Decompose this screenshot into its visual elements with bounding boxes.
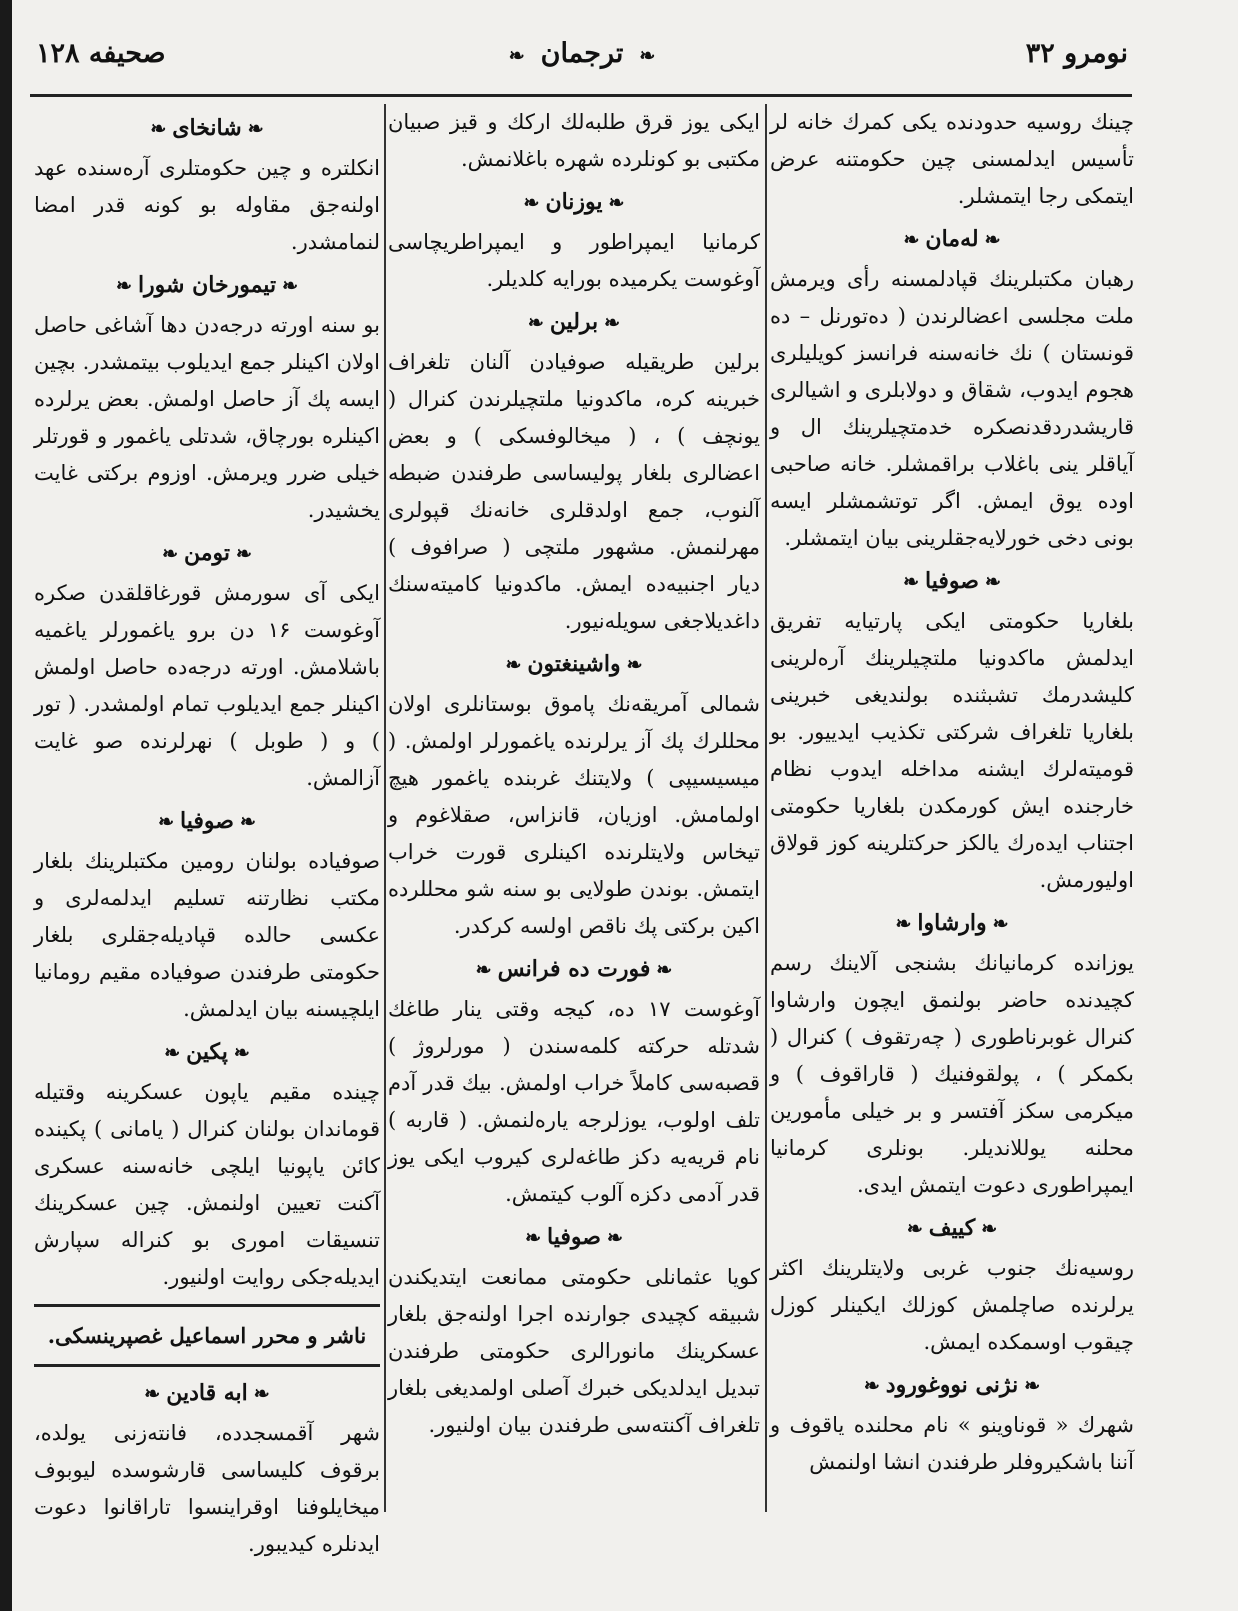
ornament-icon: ❧ xyxy=(903,229,920,251)
section-heading: ❧یوزنان❧ xyxy=(388,184,760,222)
ornament-icon: ❧ xyxy=(992,913,1009,935)
ornament-icon: ❧ xyxy=(984,571,1001,593)
issue-number: نومرو ۳۲ xyxy=(1025,38,1128,69)
ornament-icon: ❧ xyxy=(475,959,492,981)
ornament-icon: ❧ xyxy=(150,118,167,140)
article-body: رهبان مکتبلرینك قپادلمسنه رأی ویرمش ملت مجلسی اعضالرندن ( دەتورنل – دە قونستان ) نك خانەسنه فرانسز کویلیلری هجوم ایدوب، شقاق و دولابلری و اشیالری قاریشدردقدنصکره خدمتچیلرینك ال و آیاقلر ینی باغلاب براقمشلر. خانه صاحبی اوده یوق ایمش. اگر توتشمشلر ایسه بونی دخی خورلایەجقلرینی بیان ایتمشلر. xyxy=(770,267,1134,550)
ornament-icon: ❧ xyxy=(656,959,673,981)
section-heading: ❧پکین❧ xyxy=(34,1034,380,1072)
section-heading: ❧فورت ده فرانس❧ xyxy=(388,951,760,989)
section-heading: ❧کییف❧ xyxy=(770,1210,1134,1248)
section-heading: ❧نژنی نووغورود❧ xyxy=(770,1367,1134,1405)
article-body: شهرك « قوناوینو » نام محلنده یاقوف و آننا باشکیروفلر طرفندن انشا اولنمش xyxy=(770,1413,1134,1474)
ornament-icon: ❧ xyxy=(903,571,920,593)
ornament-icon: ❧ xyxy=(508,45,525,67)
masthead xyxy=(36,38,1128,69)
ornament-icon: ❧ xyxy=(1024,1375,1041,1397)
article-body: یوزانده کرمانیانك بشنجی آلاینك رسم کچیدنده حاضر بولنمق ایچون وارشاوا کنرال غوبرناطوری ( چەرتقوف ) کنرال ( بکمکر ) ، پولقوفنیك ( قاراقوف ) و میکرمی سکز آفتسر و بر خیلی مأمورین محلنه یوللاندیلر. بونلری کرمانیا ایمپراطوری دعوت ایتمش ایدی. xyxy=(770,951,1134,1197)
header-rule xyxy=(30,94,1132,97)
article-body: روسیەنك جنوب غربی ولایتلرینك اکثر یرلرنده صاچلمش کوزلك ایکینلر کوزل چیقوب اوسمکده ایمش. xyxy=(770,1256,1134,1354)
article-body: صوفیاده بولنان رومین مکتبلرینك بلغار مکتب نظارتنه تسلیم ایدلمەلری و عکسی حالده قپادیلەجقلری بلغار حکومتی طرفندن صوفیاده مقیم رومانیا ایلچیسنه بیان ایدلمش. xyxy=(34,849,380,1021)
ornament-icon: ❧ xyxy=(525,1227,542,1249)
article-body: کرمانیا ایمپراطور و ایمپراطریچاسی آوغوست یکرمیده بورایه کلدیلر. xyxy=(388,230,760,291)
ornament-icon: ❧ xyxy=(282,275,298,297)
article-body: ایکی یوز قرق طلبەلك ارکك و قیز صبیان مکتبی بو کونلرده شهره باغلانمش. xyxy=(388,110,760,171)
section-heading: ❧تیمورخان شورا❧ xyxy=(34,267,380,305)
article-body: آوغوست ۱۷ ده، کیجه وقتی ینار طاغك شدتله حرکته کلمەسندن ( مورلروژ ) قصبەسی کاملاً خراب اولمش. بیك قدر آدم تلف اولوب، یوزلرجه یارەلنمش. ( قاربه ) نام قریەیه دکز طاغەلری کیروب ایکی یوز قدر آدمی دکزه آلوب کیتمش. xyxy=(388,997,760,1206)
ornament-icon: ❧ xyxy=(247,118,264,140)
ornament-icon: ❧ xyxy=(164,1042,181,1064)
column-divider xyxy=(765,104,767,1512)
article-body: چینده مقیم یاپون عسکرینه وقتیله قوماندان بولنان کنرال ( یامانی ) پکینده کائن یاپونیا ایلچی خانەسنه عسکری آکنت تعیین اولنمش. چین عسکرینك تنسیقات اموری بو کنراله سپارش ایدیلەجکی روایت اولنیور. xyxy=(34,1080,380,1289)
scan-edge xyxy=(0,0,12,1611)
ornament-icon: ❧ xyxy=(158,811,175,833)
article-body: انکلتره و چین حکومتلری آرەسنده عهد اولنەجق مقاوله بو کونه قدر امضا لنمامشدر. xyxy=(34,156,380,254)
ornament-icon: ❧ xyxy=(626,654,643,676)
ornament-icon: ❧ xyxy=(895,913,912,935)
article-body: چینك روسیه حدودنده یکی کمرك خانه لر تأسیس ایدلمسنی چین حکومتنه عرض ایتمکی رجا ایتمشلر. xyxy=(770,110,1134,208)
section-heading: ❧صوفیا❧ xyxy=(388,1219,760,1257)
column-middle xyxy=(388,104,760,1448)
section-heading: ❧واشینغتون❧ xyxy=(388,646,760,684)
ornament-icon: ❧ xyxy=(505,654,522,676)
ornament-icon: ❧ xyxy=(604,312,621,334)
section-rule xyxy=(34,1304,380,1307)
article-body: برلین طریقیله صوفیادن آلنان تلغراف خبرینه کره، ماکدونیا ملتچیلرندن کنرال ( یونچف ) ، ( میخالوفسکی ) و بعض اعضالری بلغار پولیساسی طرفندن ضبطه آلنوب، جمع اولدقلری خانەنك قپولری مهرلنمش. مشهور ملتچی ( صرافوف ) دیار اجنبیەده ایمش. ماکدونیا کامیتەسنك داغدیلاجغی سویلەنیور. xyxy=(388,350,760,633)
article-body: بو سنه اورته درجەدن دها آشاغی حاصل اولان اکینلر جمع ایدیلوب بیتمشدر. بچین ایسه پك آز حاصل اولمش. بعض یرلرده اکینلره بورچاق، شدتلی یاغمور و قورتلر خیلی ضرر ویرمش. اوزوم برکتی غایت یخشیدر. xyxy=(34,313,380,522)
ornament-icon: ❧ xyxy=(863,1375,880,1397)
ornament-icon: ❧ xyxy=(233,1042,250,1064)
ornament-icon: ❧ xyxy=(984,229,1001,251)
ornament-icon: ❧ xyxy=(253,1383,270,1405)
ornament-icon: ❧ xyxy=(116,275,132,297)
ornament-icon: ❧ xyxy=(144,1383,161,1405)
ornament-icon: ❧ xyxy=(527,312,544,334)
column-divider xyxy=(384,104,386,1512)
ornament-icon: ❧ xyxy=(981,1218,998,1240)
page-number: صحیفه ۱۲۸ xyxy=(36,38,166,69)
section-heading: ❧شانخای❧ xyxy=(34,110,380,148)
section-heading: ❧صوفیا❧ xyxy=(770,563,1134,601)
article-body: کویا عثمانلی حکومتی ممانعت ایتدیکندن شبیقه کچیدی جوارنده اجرا اولنەجق بلغار عسکرینك مانورالری حکومتی طرفندن تبدیل ایدلدیکی خبرك آصلی اولمدیغی بلغار تلغراف آکنته‌سی طرفندن بیان اولنیور. xyxy=(388,1265,760,1437)
section-heading: ❧ابه قادین❧ xyxy=(34,1375,380,1413)
column-left xyxy=(34,104,380,1567)
article-body: ایکی آی سورمش قورغاقلقدن صکره آوغوست ۱۶ دن برو یاغمورلر یاغمیه باشلامش. اورته درجەده حاصل اولمش اکینلر جمع ایدیلوب تمام اولمشدر. ( تور ) و ( طوبل ) نهرلرنده صو غایت آزالمش. xyxy=(34,581,380,790)
newspaper-title: ترجمان xyxy=(540,38,624,69)
section-rule xyxy=(34,1364,380,1367)
ornament-icon: ❧ xyxy=(906,1218,923,1240)
ornament-icon: ❧ xyxy=(236,543,252,565)
column-right xyxy=(770,104,1134,1485)
ornament-icon: ❧ xyxy=(239,811,256,833)
section-heading: ❧لەمان❧ xyxy=(770,221,1134,259)
page-header xyxy=(36,30,1128,80)
section-heading: ❧وارشاوا❧ xyxy=(770,905,1134,943)
ornament-icon: ❧ xyxy=(606,1227,623,1249)
section-heading: ❧تومن❧ xyxy=(34,535,380,573)
publisher-line: ناشر و محرر اسماعیل غصپرینسکی. xyxy=(47,1323,367,1348)
article-body: شمالی آمریقەنك پاموق بوستانلری اولان محللرك پك آز یرلرنده یاغمورلر اولمش. ( میسیسیپی ) ولایتنك غربنده یاغمور هیچ اولمامش. اوزیان، قانزاس، صقلاغوم و تیخاس ولایتلرنده اکینلری قورت خراب ایتمش. بوندن طولایی بو سنه شو محللرده اکین برکتی پك ناقص اولسه کرکدر. xyxy=(388,692,760,938)
ornament-icon: ❧ xyxy=(162,543,178,565)
section-heading: ❧صوفیا❧ xyxy=(34,803,380,841)
article-body: بلغاریا حکومتی ایکی پارتیایه تفریق ایدلمش ماکدونیا ملتچیلرینك آرەلرینی کلیشدرمك تشبثنده بولندیغی خبرینی بلغاریا تلغراف شرکتی تکذیب ایدییور. بو قومیتەلرك ایشنه مداخله ایدوب نظام خارجنده ایش کورمکدن بلغاریا حکومتی اجتناب ایدەرك یالکز حرکتلرینه کوز قولاق اولیورمش. xyxy=(770,609,1134,892)
ornament-icon: ❧ xyxy=(639,45,656,67)
section-heading: ❧برلین❧ xyxy=(388,304,760,342)
ornament-icon: ❧ xyxy=(523,192,540,214)
advertisement-body: شهر آقمسجدده، فانتەزنی یولده، برقوف کلیساسی قارشوسده لیوبوف میخایلوفنا اوقراینسوا تاراقانوا دعوت ایدنلره کیدیبور. xyxy=(34,1421,380,1556)
ornament-icon: ❧ xyxy=(608,192,625,214)
